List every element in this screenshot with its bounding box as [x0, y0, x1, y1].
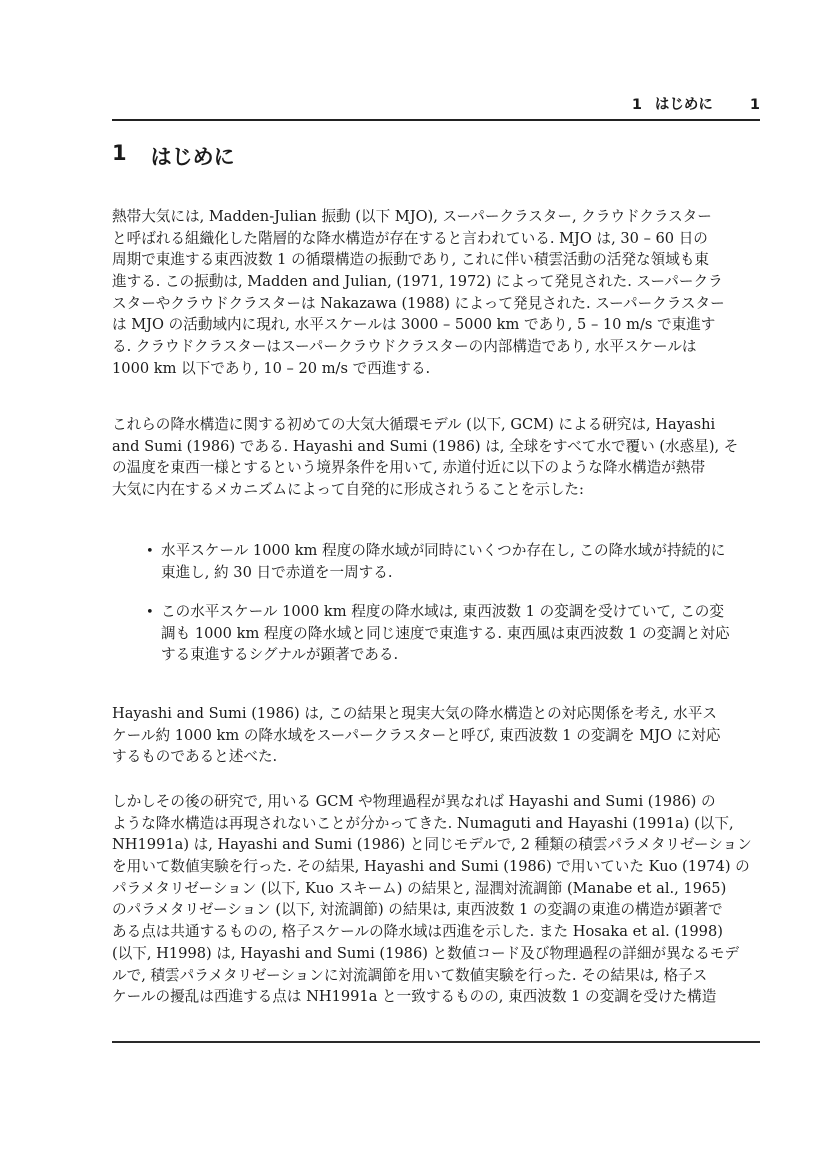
running-header	[112, 93, 760, 114]
text-line: これらの降水構造に関する初めての大気大循環モデル (以下, GCM) による研究は, Hayashi	[112, 416, 716, 433]
text-line: ルで, 積雲パラメタリゼーションに対流調節を用いて数値実験を行った. その結果は, 格子ス	[112, 966, 708, 984]
bullet-item-2	[112, 601, 752, 666]
section-heading-number: 1	[112, 141, 127, 165]
text-line: 大気に内在するメカニズムによって自発的に形成されうることを示した:	[112, 481, 584, 499]
text-line: ケールの擾乱は西進する点は NH1991a と一致するものの, 東西波数 1 の変調を受けた構造	[112, 988, 717, 1006]
text-line: と呼ばれる組織化した階層的な降水構造が存在すると言われている. MJO は, 30 – 60 日の	[112, 229, 708, 247]
text-line: スターやクラウドクラスターは Nakazawa (1988) によって発見された. スーパークラスター	[112, 294, 725, 312]
text-line: 進する. この振動は, Madden and Julian, (1971, 1972) によって発見された. スーパークラ	[112, 273, 723, 291]
page-number: 1	[749, 97, 760, 113]
bullet-item-1	[112, 540, 752, 583]
paragraph-1	[112, 206, 772, 380]
text-line: するものであると述べた.	[112, 748, 278, 766]
text-line: は MJO の活動域内に現れ, 水平スケールは 3000 – 5000 km であり, 5 – 10 m/s で東進す	[112, 316, 716, 334]
text-line: 調も 1000 km 程度の降水域と同じ速度で東進する. 東西風は東西波数 1 の変調と対応	[161, 624, 730, 642]
bullet-item-2-text	[161, 601, 752, 666]
paragraph-3	[112, 703, 772, 768]
text-line: のパラメタリゼーション (以下, 対流調節) の結果は, 東西波数 1 の変調の東進の構造が顕著で	[112, 901, 723, 919]
text-line: 周期で東進する東西波数 1 の循環構造の振動であり, これに伴い積雲活動の活発な領域も東	[112, 251, 710, 269]
text-line: 東進し, 約 30 日で赤道を一周する.	[161, 563, 393, 581]
text-line: 水平スケール 1000 km 程度の降水域が同時にいくつか存在し, この降水域が持続的に	[161, 542, 726, 559]
text-line: この水平スケール 1000 km 程度の降水域は, 東西波数 1 の変調を受けていて, この変	[161, 603, 724, 620]
running-header-section-number: 1	[631, 97, 642, 113]
text-line: しかしその後の研究で, 用いる GCM や物理過程が異なれば Hayashi and Sumi (1986) の	[112, 793, 716, 810]
text-line: and Sumi (1986) である. Hayashi and Sumi (1986) は, 全球をすべて水で覆い (水惑星), そ	[112, 437, 739, 455]
paragraph-2	[112, 414, 772, 501]
footer-rule	[112, 1041, 760, 1043]
text-line: NH1991a) は, Hayashi and Sumi (1986) と同じモデルで, 2 種類の積雲パラメタリゼーション	[112, 836, 752, 854]
text-line: 1000 km 以下であり, 10 – 20 m/s で西進する.	[112, 359, 431, 377]
text-line: パラメタリゼーション (以下, Kuo スキーム) の結果と, 湿潤対流調節 (Manabe et al., 1965)	[112, 879, 727, 897]
text-line: Hayashi and Sumi (1986) は, この結果と現実大気の降水構造との対応関係を考え, 水平ス	[112, 705, 717, 722]
section-heading-title: はじめに	[150, 145, 235, 169]
header-rule	[112, 119, 760, 121]
text-line: る. クラウドクラスターはスーパークラウドクラスターの内部構造であり, 水平スケールは	[112, 338, 697, 356]
bullet-marker: •	[146, 544, 154, 559]
text-line: を用いて数値実験を行った. その結果, Hayashi and Sumi (1986) で用いていた Kuo (1974) の	[112, 858, 750, 876]
paragraph-4	[112, 791, 772, 1008]
text-line: (以下, H1998) は, Hayashi and Sumi (1986) と数値コード及び物理過程の詳細が異なるモデ	[112, 944, 740, 962]
text-line: する東進するシグナルが顕著である.	[161, 646, 399, 664]
text-line: ケール約 1000 km の降水域をスーパークラスターと呼び, 東西波数 1 の変調を MJO に対応	[112, 726, 721, 744]
section-heading	[112, 141, 235, 171]
running-header-section-title: はじめに	[654, 97, 713, 113]
bullet-item-1-text	[161, 540, 752, 583]
text-line: ある点は共通するものの, 格子スケールの降水域は西進を示した. また Hosaka et al. (1998)	[112, 923, 723, 941]
text-line: ような降水構造は再現されないことが分かってきた. Numaguti and Hayashi (1991a) (以下,	[112, 814, 734, 832]
text-line: の温度を東西一様とするという境界条件を用いて, 赤道付近に以下のような降水構造が熱帯	[112, 459, 706, 477]
bullet-marker: •	[146, 605, 154, 620]
text-line: 熱帯大気には, Madden-Julian 振動 (以下 MJO), スーパークラスター, クラウドクラスター	[112, 208, 712, 225]
